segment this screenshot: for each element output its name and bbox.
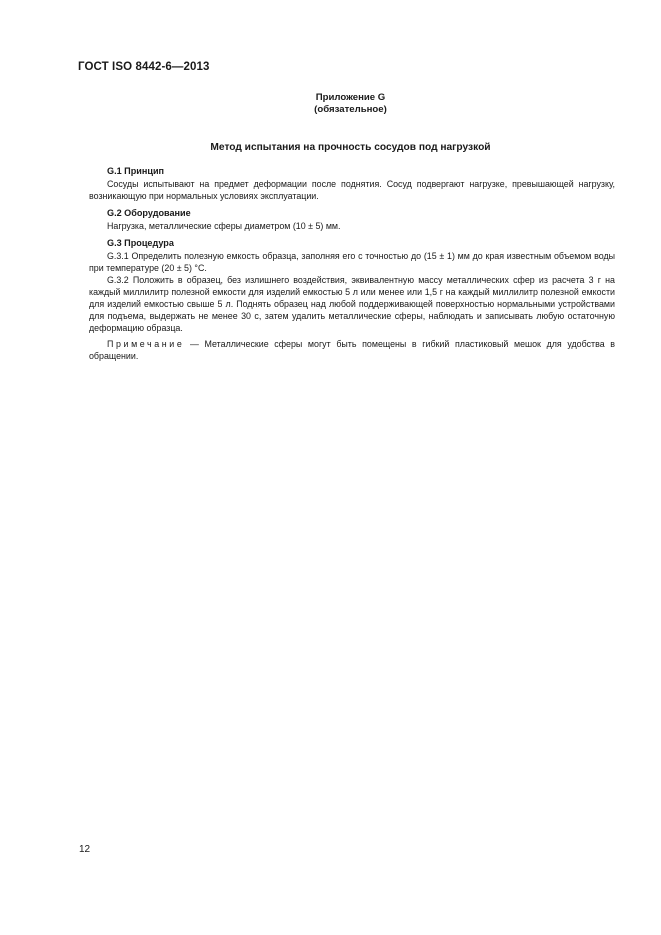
section-heading: G.3 Процедура (107, 238, 174, 248)
paragraph: G.3.1 Определить полезную емкость образца, заполняя его с точностью до (15 ± 1) мм до края известным объемом воды при температуре (20 ± 5) °С. (89, 251, 615, 273)
section-heading: G.1 Принцип (107, 166, 165, 176)
paragraph: Сосуды испытывают на предмет деформации после поднятия. Сосуд подвергают нагрузке, превышающей нагрузку, возникающую при нормальных условиях эксплуатации. (89, 179, 615, 201)
page-number: 12 (79, 844, 91, 855)
section-procedure (89, 236, 615, 334)
note-label: Примечание (107, 339, 185, 349)
section-equipment (89, 206, 615, 232)
note-dash: — (190, 339, 199, 349)
paragraph: G.3.2 Положить в образец, без излишнего воздействия, эквивалентную массу металлических сфер из расчета 3 г на каждый миллилитр полезной емкости для изделий емкостью 5 л или менее или 1,5 г на каждый миллилитр полезной емкости для изделий емкостью свыше 5 л. Поднять образец над любой поддерживающей поверхностью нормальными устройствами для подъема, выдержать не менее 30 с, затем удалить металлические сферы, наблюдать и записывать любую остаточную деформацию образца. (89, 275, 615, 333)
section-heading: G.2 Оборудование (107, 208, 191, 218)
standard-id: ГОСТ ISO 8442-6—2013 (78, 61, 210, 73)
note-text: Металлические сферы могут быть помещены в гибкий пластиковый мешок для удобства в обращении. (89, 339, 616, 361)
annex-status: (обязательное) (314, 104, 387, 115)
annex-title: Приложение G (315, 92, 386, 103)
section-title: Метод испытания на прочность сосудов под нагрузкой (210, 142, 491, 153)
note (89, 338, 615, 362)
paragraph: Нагрузка, металлические сферы диаметром (10 ± 5) мм. (107, 221, 341, 231)
document-body (89, 164, 615, 362)
section-principle (89, 164, 615, 202)
